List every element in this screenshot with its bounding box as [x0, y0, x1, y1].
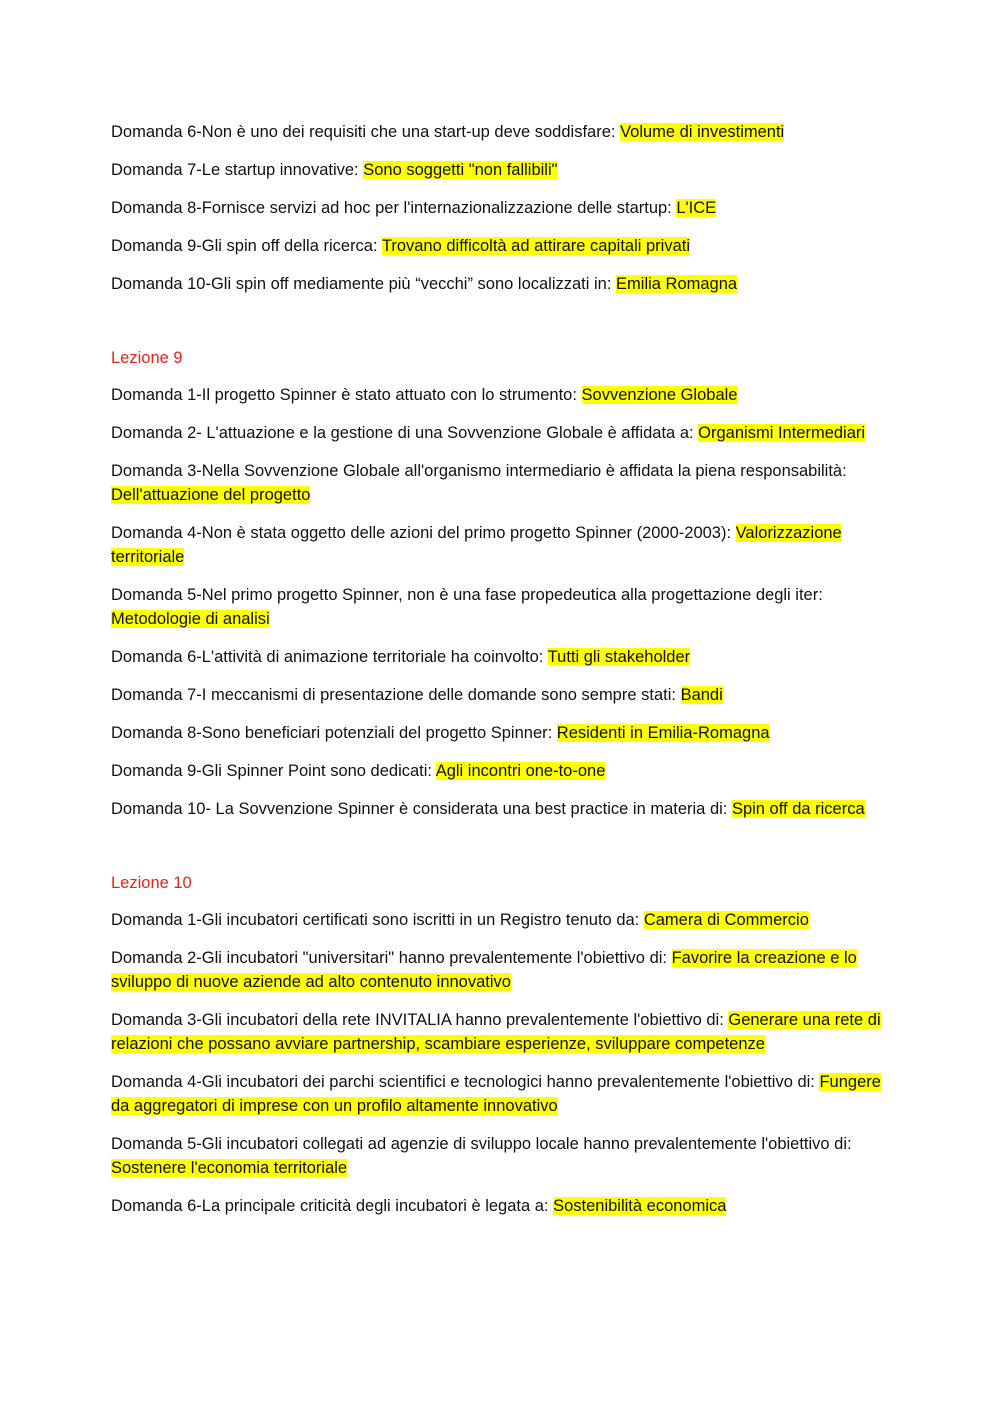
- answer-highlight: Generare una rete di relazioni che possano avviare partnership, scambiare esperienze, sviluppare competenze: [111, 1011, 881, 1053]
- qa-item: [111, 721, 896, 745]
- section-spacer: [111, 835, 896, 871]
- question-text: Domanda 3-Gli incubatori della rete INVITALIA hanno prevalentemente l'obiettivo di:: [111, 1011, 729, 1029]
- question-text: Domanda 8-Sono beneficiari potenziali del progetto Spinner:: [111, 724, 557, 742]
- answer-highlight: Volume di investimenti: [620, 123, 785, 141]
- answer-highlight: Sovvenzione Globale: [581, 386, 738, 404]
- question-text: Domanda 6-Non è uno dei requisiti che una start-up deve soddisfare:: [111, 123, 621, 141]
- question-text: Domanda 5-Gli incubatori collegati ad agenzie di sviluppo locale hanno prevalentemente l'obiettivo di:: [111, 1135, 852, 1153]
- question-text: Domanda 3-Nella Sovvenzione Globale all'organismo intermediario è affidata la piena responsabilità:: [111, 462, 847, 480]
- question-text: Domanda 10-Gli spin off mediamente più “vecchi” sono localizzati in:: [111, 275, 617, 293]
- question-text: Domanda 1-Gli incubatori certificati sono iscritti in un Registro tenuto da:: [111, 911, 644, 929]
- qa-item: [111, 1194, 896, 1218]
- answer-highlight: Emilia Romagna: [616, 275, 738, 293]
- question-text: Domanda 6-La principale criticità degli incubatori è legata a:: [111, 1197, 554, 1215]
- qa-item: [111, 645, 896, 669]
- lezione-9-section: [111, 346, 896, 821]
- answer-highlight: Camera di Commercio: [643, 911, 809, 929]
- qa-item: [111, 459, 896, 507]
- question-text: Domanda 4-Gli incubatori dei parchi scientifici e tecnologici hanno prevalentemente l'obiettivo di:: [111, 1073, 820, 1091]
- answer-highlight: Residenti in Emilia-Romagna: [556, 724, 770, 742]
- qa-item: [111, 946, 896, 994]
- qa-item: [111, 908, 896, 932]
- answer-highlight: Trovano difficoltà ad attirare capitali privati: [381, 237, 691, 255]
- qa-item: [111, 521, 896, 569]
- lezione-10-section: [111, 871, 896, 1218]
- qa-item: [111, 1008, 896, 1056]
- intro-section: [111, 120, 896, 296]
- qa-item: [111, 583, 896, 631]
- question-text: Domanda 2-Gli incubatori "universitari" hanno prevalentemente l'obiettivo di:: [111, 949, 672, 967]
- answer-highlight: Organismi Intermediari: [698, 424, 866, 442]
- qa-item: [111, 383, 896, 407]
- answer-highlight: Sostenere l'economia territoriale: [111, 1159, 348, 1177]
- question-text: Domanda 6-L'attività di animazione territoriale ha coinvolto:: [111, 648, 548, 666]
- answer-highlight: Spin off da ricerca: [731, 800, 865, 818]
- section-title: Lezione 9: [111, 349, 183, 367]
- document-page: [111, 120, 896, 1232]
- qa-item: [111, 683, 896, 707]
- question-text: Domanda 7-I meccanismi di presentazione delle domande sono sempre stati:: [111, 686, 681, 704]
- question-text: Domanda 9-Gli Spinner Point sono dedicati:: [111, 762, 436, 780]
- question-text: Domanda 1-Il progetto Spinner è stato attuato con lo strumento:: [111, 386, 582, 404]
- question-text: Domanda 2- L'attuazione e la gestione di una Sovvenzione Globale è affidata a:: [111, 424, 699, 442]
- question-text: Domanda 9-Gli spin off della ricerca:: [111, 237, 382, 255]
- answer-highlight: Metodologie di analisi: [111, 610, 270, 628]
- qa-item: [111, 1132, 896, 1180]
- answer-highlight: Sostenibilità economica: [553, 1197, 727, 1215]
- answer-highlight: Sono soggetti "non fallibili": [363, 161, 558, 179]
- answer-highlight: Valorizzazione territoriale: [111, 524, 842, 566]
- question-text: Domanda 10- La Sovvenzione Spinner è considerata una best practice in materia di:: [111, 800, 732, 818]
- question-text: Domanda 4-Non è stata oggetto delle azioni del primo progetto Spinner (2000-2003):: [111, 524, 736, 542]
- qa-item: [111, 196, 896, 220]
- answer-highlight: Dell'attuazione del progetto: [111, 486, 311, 504]
- qa-item: [111, 797, 896, 821]
- answer-highlight: Fungere da aggregatori di imprese con un profilo altamente innovativo: [111, 1073, 881, 1115]
- qa-item: [111, 421, 896, 445]
- section-title: Lezione 10: [111, 874, 192, 892]
- qa-item: [111, 158, 896, 182]
- answer-highlight: Bandi: [680, 686, 723, 704]
- section-spacer: [111, 310, 896, 346]
- question-text: Domanda 8-Fornisce servizi ad hoc per l'internazionalizzazione delle startup:: [111, 199, 677, 217]
- answer-highlight: Agli incontri one-to-one: [435, 762, 606, 780]
- qa-item: [111, 234, 896, 258]
- qa-item: [111, 272, 896, 296]
- qa-item: [111, 120, 896, 144]
- answer-highlight: Tutti gli stakeholder: [547, 648, 691, 666]
- answer-highlight: Favorire la creazione e lo sviluppo di nuove aziende ad alto contenuto innovativo: [111, 949, 857, 991]
- question-text: Domanda 5-Nel primo progetto Spinner, non è una fase propedeutica alla progettazione degli iter:: [111, 586, 823, 604]
- qa-item: [111, 1070, 896, 1118]
- question-text: Domanda 7-Le startup innovative:: [111, 161, 364, 179]
- qa-item: [111, 759, 896, 783]
- answer-highlight: L'ICE: [676, 199, 717, 217]
